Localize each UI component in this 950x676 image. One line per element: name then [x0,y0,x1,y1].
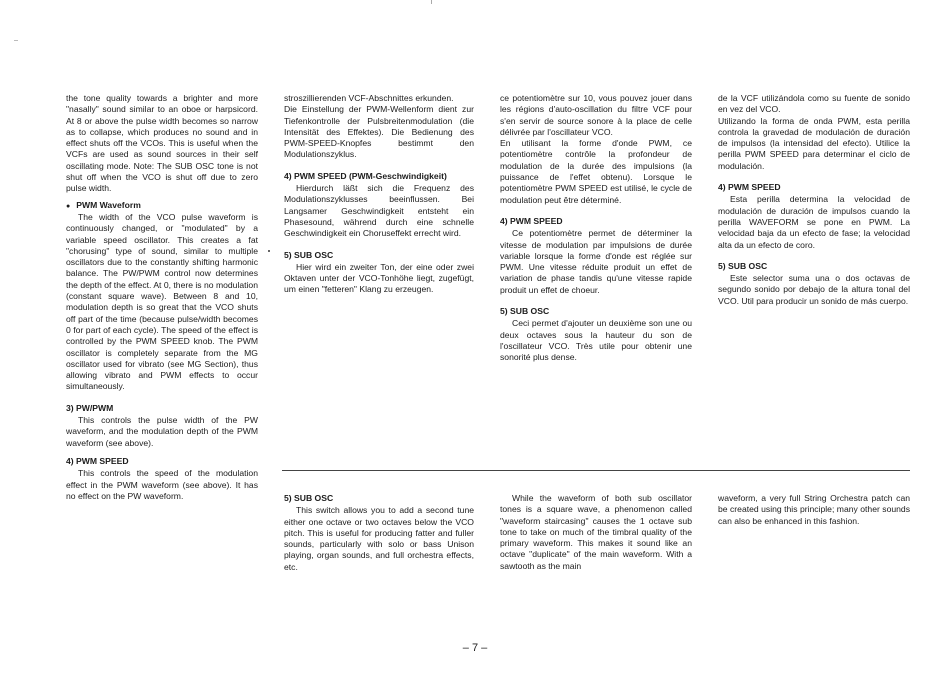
section-heading-pw-pwm: 3) PW/PWM [66,402,114,413]
dot-mark [268,250,270,252]
paragraph: stroszillierenden VCF-Abschnittes erkunden. [284,93,454,103]
section-heading-pwm-speed: 4) PWM SPEED [66,455,129,466]
margin-tick-mark [14,40,18,41]
section-heading-sub-osc-es: 5) SUB OSC [718,260,768,271]
bullet-heading-pwm-waveform: ● PWM Waveform [66,200,258,212]
paragraph: Hier wird ein zweiter Ton, der eine oder zwei Oktaven unter der VCO-Tonhöhe liegt, zugefügt, um einen "fetteren" Klang zu erzeugen. [284,261,474,295]
paragraph: Ce potentiomètre permet de déterminer la vitesse de modulation par impulsions de durée variable lorsque la forme d'onde est réglée sur PWM. Une vitesse réduite produit un effet de variation de phase tandis qu'une vitesse rapide produit un effet de choeur. [500,228,692,295]
paragraph: While the waveform of both sub oscillator tones is a square wave, a phenomenon called "waveform staircasing" causes the 1 octave sub tone to take on much of the timbral quality of the primary waveform. This makes it sound like an octave "duplicate" of the main waveform. With a sawtooth as the main [500,493,692,571]
paragraph: The width of the VCO pulse waveform is continuously changed, or "modulated" by a variable speed oscillator. This creates a fat "chorusing" type of sound, similar to multiple oscillators due to the constantly shifting harmonic balance. The PW/PWM control now determines the depth of the effect. At 0, there is no modulation (constant square wave). Between 8 and 10, modulation depth is so great that the VCO shuts off part of the time (because pulse/width becomes 0 for part of each cycle). The speed of the effect is controlled by the PWM SPEED knob. The PWM oscillator is completely separate from the MG oscillator used for vibrato (see MG Section), thus allowing vibrato and PWM effects to occur simultaneously. [66,211,258,392]
paragraph: ce potentiomètre sur 10, vous pouvez jouer dans les régions d'auto-oscillation du filtre VCF pour s'en servir de source sonore à la place de celle délivrée par l'oscillateur VCO. [500,93,692,137]
paragraph: Este selector suma una o dos octavas de segundo sonido por debajo de la altura tonal del VCO. Util para producir un sonido de más cuerpo. [718,273,910,306]
paragraph: de la VCF utilizándola como su fuente de sonido en vez del VCO. [718,93,910,115]
column-english-sub-osc [284,493,474,573]
paragraph: Hierdurch läßt sich die Frequenz des Modulationszyklusses beeinflussen. Bei Langsamer Geschwindigkeit entsteht ein Phasesound, während durch eine schnelle Geschwindigkeit ein Choruseffekt errecht wird. [284,183,474,239]
paragraph: Esta perilla determina la velocidad de modulación de duración de impulsos cuando la perilla WAVEFORM se pone en PWM. La velocidad baja da un efecto de fase; la velocidad alta da un efecto de coro. [718,194,910,250]
column-french [500,93,692,364]
section-heading-pwm-speed-de: 4) PWM SPEED (PWM-Geschwindigkeit) [284,170,447,181]
section-heading-sub-osc-fr: 5) SUB OSC [500,306,550,317]
paragraph: waveform, a very full String Orchestra patch can be created using this principle; many other sounds can also be enhanced in this fashion. [718,493,910,526]
column-spanish [718,93,910,307]
column-english-orchestra [718,493,910,527]
paragraph: the tone quality towards a brighter and more "nasally" sound similar to an oboe or harpsicord. At 8 or above the pulse width becomes so narrow as to collapse, which produces no sound and in effect shuts off the VCOs. This is useful when the VCFs are used as sound sources in their self oscillating mode. Note: The SUB OSC tone is not shut off when the VCO is shut off due to zero pulse width. [66,93,258,194]
paragraph: This controls the speed of the modulation effect in the PWM waveform (see above). It has no effect on the PW waveform. [66,468,258,501]
paragraph: This controls the pulse width of the PW waveform, and the modulation depth of the PWM waveform (see above). [66,415,258,448]
column-german [284,93,474,296]
column-english-staircasing [500,493,692,572]
paragraph: Utilizando la forma de onda PWM, esta perilla controla la gravedad de modulación de duración de impulsos (la intensidad del efecto). Utilice la perilla PWM SPEED para determinar el ciclo de modulación. [718,115,910,171]
section-heading-sub-osc-en: 5) SUB OSC [284,493,334,503]
page-number: – 7 – [462,642,488,654]
section-heading-pwm-speed-es: 4) PWM SPEED [718,182,781,193]
section-heading-pwm-speed-fr: 4) PWM SPEED [500,215,563,226]
paragraph: Die Einstellung der PWM-Wellenform dient zur Tiefenkontrolle der Pulsbreitenmodulation (die Intensität des Effektes). Die Bedienung des PWM-SPEED-Knopfes bestimmt den Modulationszyklus. [284,104,474,160]
paragraph: This switch allows you to add a second tune either one octave or two octaves below the VCO pitch. This is useful for producing fatter and fuller sounds, particularly with solo or bass Unison playing, organ sounds, and full orchestra effects, etc. [284,505,474,572]
top-tick-mark [431,0,432,4]
paragraph: Ceci permet d'ajouter un deuxième son une ou deux octaves sous la hauteur du son de l'oscillateur VCO. Très utile pour obtenir une sonorité plus dense. [500,318,692,363]
paragraph: En utilisant la forme d'onde PWM, ce potentiomètre contrôle la profondeur de modulation de la durée des impulsions (la puissance de l'effet obtenu). Lorsque le potentiomètre PWM SPEED est utilisé, le cycle de modulation peut être déterminé. [500,138,692,205]
horizontal-divider [282,470,910,471]
section-heading-sub-osc-de: 5) SUB OSC [284,249,334,260]
column-english-left [66,93,258,502]
